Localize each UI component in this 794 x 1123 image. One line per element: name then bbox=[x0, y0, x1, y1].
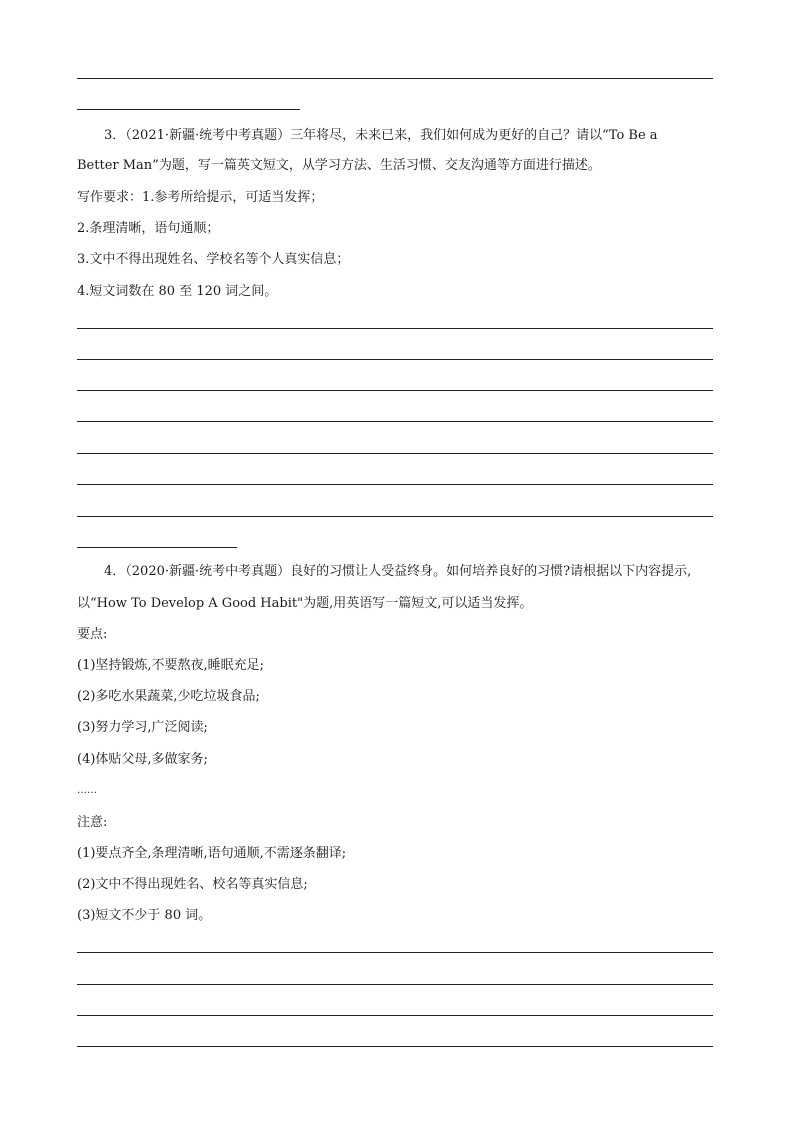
answer-line bbox=[77, 328, 713, 329]
points-title: 要点: bbox=[77, 627, 108, 642]
note-item: (3)短文不少于 80 词。 bbox=[77, 908, 212, 923]
answer-line bbox=[77, 453, 713, 454]
answer-line bbox=[77, 516, 713, 517]
answer-line bbox=[77, 78, 713, 79]
point-item: (2)多吃水果蔬菜,少吃垃圾食品; bbox=[77, 689, 260, 704]
answer-line bbox=[77, 484, 713, 485]
answer-line bbox=[77, 421, 713, 422]
answer-line bbox=[77, 984, 713, 985]
answer-line bbox=[77, 359, 713, 360]
question-4-line-2: 以“How To Develop A Good Habit"为题,用英语写一篇短文,可以适当发挥。 bbox=[77, 596, 533, 611]
notes-title: 注意: bbox=[77, 815, 108, 830]
question-source: （2020·新疆·统考中考真题） bbox=[125, 564, 291, 579]
answer-line bbox=[77, 390, 713, 391]
point-item: (1)坚持锻炼,不要熬夜,睡眠充足; bbox=[77, 658, 265, 673]
question-prompt: 三年将尽，未来已来，我们如何成为更好的自己？请以“To Be a bbox=[290, 128, 658, 143]
question-3-line-2: Better Man”为题，写一篇英文短文，从学习方法、生活习惯、交友沟通等方面进行描述。 bbox=[77, 158, 601, 173]
writing-requirement-4: 4.短文词数在 80 至 120 词之间。 bbox=[77, 284, 278, 299]
writing-requirement-3: 3.文中不得出现姓名、学校名等个人真实信息； bbox=[77, 252, 350, 267]
writing-requirement-2: 2.条理清晰，语句通顺； bbox=[77, 221, 220, 236]
writing-requirement-1: 写作要求：1.参考所给提示，可适当发挥； bbox=[77, 190, 324, 205]
answer-line bbox=[77, 952, 713, 953]
note-item: (1)要点齐全,条理清晰,语句通顺,不需逐条翻译; bbox=[77, 846, 347, 861]
question-number: 3． bbox=[104, 128, 126, 143]
question-prompt: 良好的习惯让人受益终身。如何培养良好的习惯?请根据以下内容提示, bbox=[290, 564, 692, 579]
point-item: (4)体贴父母,多做家务; bbox=[77, 752, 208, 767]
question-source: （2021·新疆·统考中考真题） bbox=[125, 128, 291, 143]
point-item: (3)努力学习,广泛阅读; bbox=[77, 720, 208, 735]
note-item: (2)文中不得出现姓名、校名等真实信息; bbox=[77, 877, 308, 892]
question-4-line-1 bbox=[104, 563, 691, 581]
point-ellipsis: …… bbox=[77, 785, 97, 796]
question-number: 4． bbox=[104, 564, 126, 579]
question-3-line-1 bbox=[104, 127, 658, 145]
answer-line bbox=[77, 1046, 713, 1047]
answer-line-short bbox=[77, 547, 237, 548]
answer-line-short bbox=[77, 109, 300, 110]
answer-line bbox=[77, 1015, 713, 1016]
